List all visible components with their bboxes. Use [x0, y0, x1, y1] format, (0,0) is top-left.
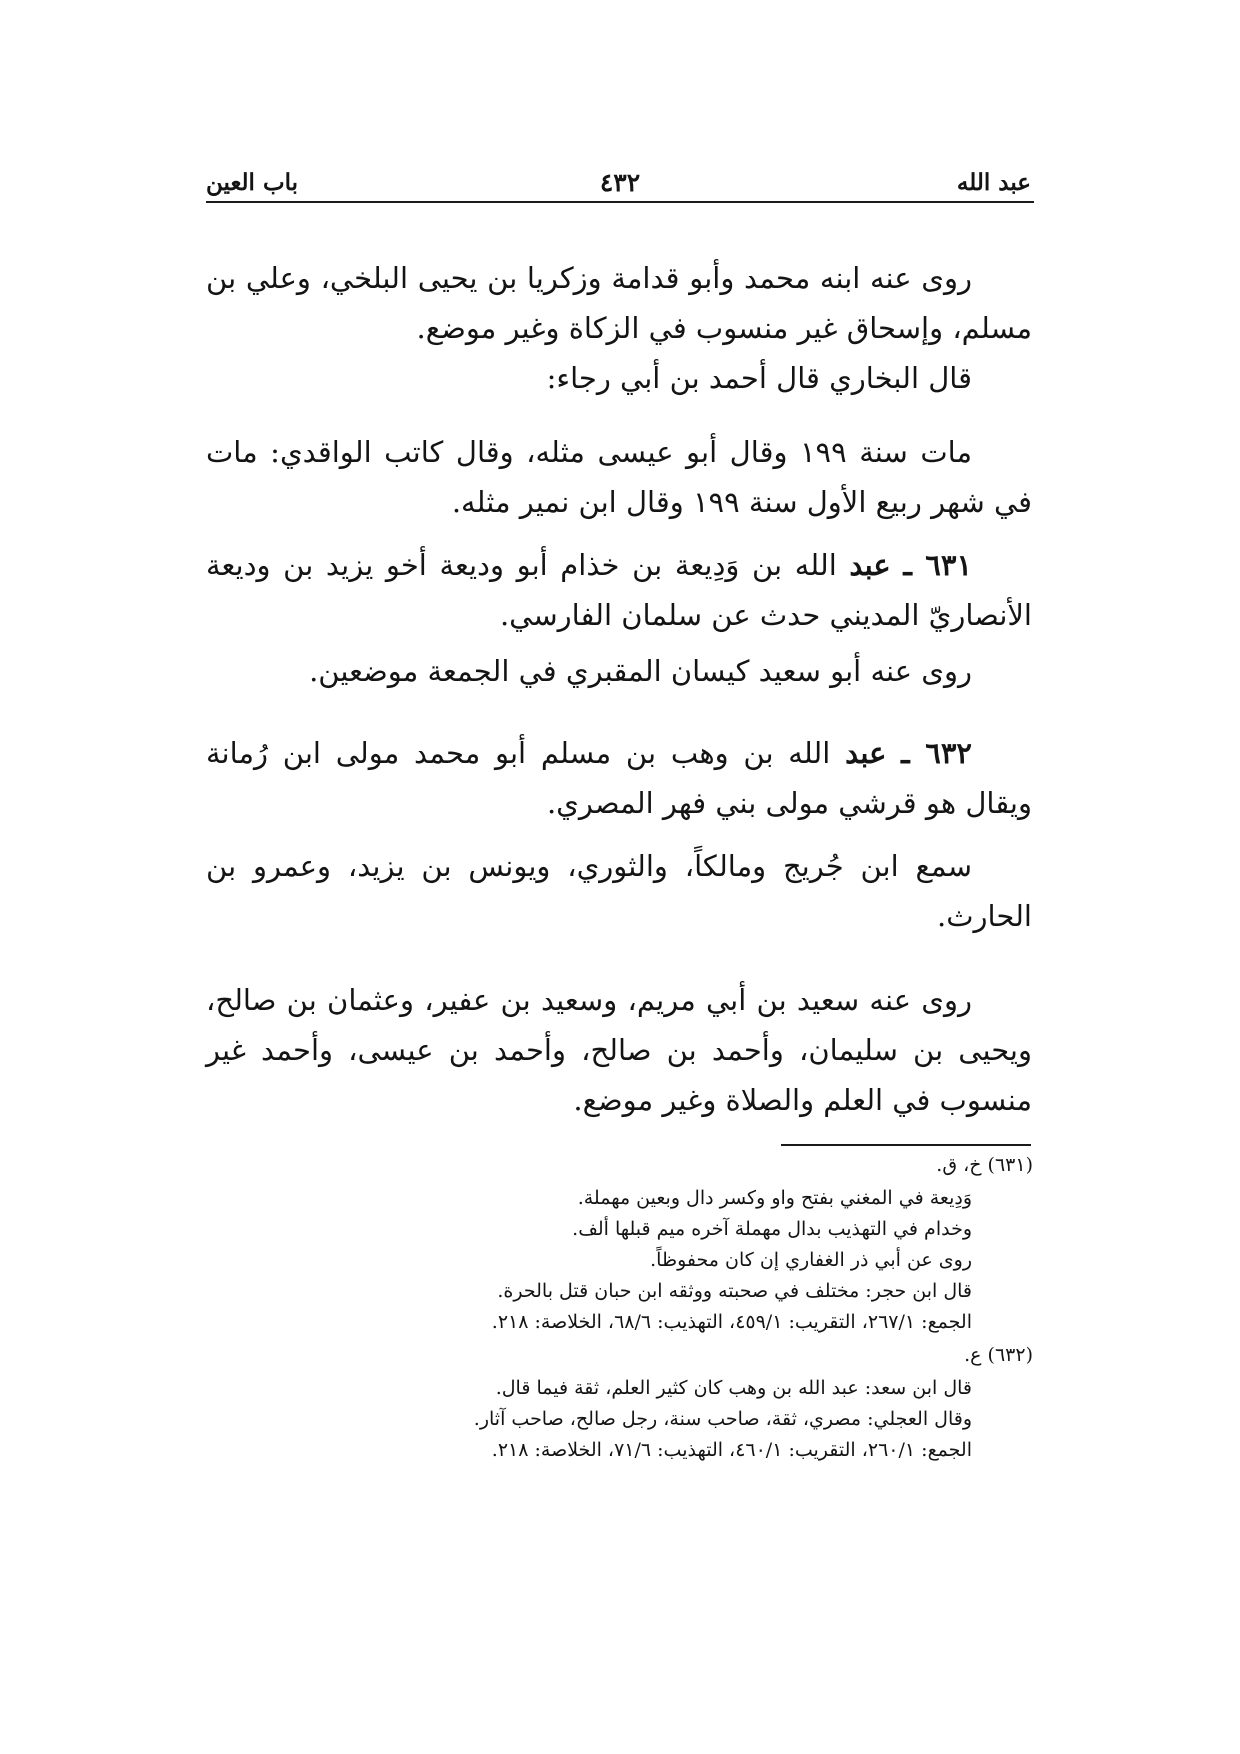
footnote-ref: (٦٣١) خ، ق.: [936, 1154, 1033, 1176]
footnote-line: الجمع: ٢٦٧/١، التقريب: ٤٥٩/١، التهذيب: ٦٨/٦، الخلاصة: ٢١٨.: [491, 1311, 972, 1333]
footnote-line: الجمع: ٢٦٠/١، التقريب: ٤٦٠/١، التهذيب: ٧١/٦، الخلاصة: ٢١٨.: [491, 1439, 972, 1461]
entry-number: ٦٣٢ ـ: [901, 736, 973, 770]
page-number: ٤٣٢: [599, 168, 641, 197]
footnote-ref: (٦٣٢) ع.: [964, 1344, 1033, 1366]
entry-text: الله بن وَدِيعة بن خذام أبو وديعة أخو يزيد بن وديعة الأنصاريّ المديني حدث عن سلمان الفارسي.: [206, 548, 1032, 632]
footnote-line: روى عن أبي ذر الغفاري إن كان محفوظاً.: [650, 1249, 972, 1271]
running-header-title: عبد الله: [956, 169, 1031, 196]
entry-632: [206, 728, 1032, 828]
paragraph: روى عنه أبو سعيد كيسان المقبري في الجمعة موضعين.: [309, 654, 972, 688]
footnote-line: قال ابن حجر: مختلف في صحبته ووثقه ابن حبان قتل بالحرة.: [497, 1280, 972, 1302]
entry-number: ٦٣١ ـ: [903, 548, 973, 582]
footnote-line: وَدِيعة في المغني بفتح واو وكسر دال وبعين مهملة.: [577, 1187, 972, 1209]
paragraph: سمع ابن جُريج ومالكاً، والثوري، ويونس بن يزيد، وعمرو بن الحارث.: [206, 849, 1032, 933]
footnote-line: وقال العجلي: مصري، ثقة، صاحب سنة، رجل صالح، صاحب آثار.: [473, 1408, 972, 1430]
footnote-line: وخدام في التهذيب بدال مهملة آخره ميم قبلها ألف.: [572, 1218, 972, 1240]
entry-name: عبد: [849, 548, 891, 582]
running-header-chapter: باب العين: [206, 169, 299, 196]
paragraph: مات سنة ١٩٩ وقال أبو عيسى مثله، وقال كاتب الواقدي: مات في شهر ربيع الأول سنة ١٩٩ وقال ابن نمير مثله.: [206, 435, 1032, 519]
entry-text: الله بن وهب بن مسلم أبو محمد مولى ابن رُمانة ويقال هو قرشي مولى بني فهر المصري.: [206, 736, 1032, 820]
paragraph: روى عنه ابنه محمد وأبو قدامة وزكريا بن يحيى البلخي، وعلي بن مسلم، وإسحاق غير منسوب في الزكاة وغير موضع.: [206, 261, 1032, 345]
footnote-line: قال ابن سعد: عبد الله بن وهب كان كثير العلم، ثقة فيما قال.: [495, 1377, 972, 1399]
paragraph: روى عنه سعيد بن أبي مريم، وسعيد بن عفير، وعثمان بن صالح، ويحيى بن سليمان، وأحمد بن صالح، وأحمد بن عيسى، وأحمد غير منسوب في العلم والصلاة وغير موضع.: [206, 983, 1032, 1117]
paragraph: قال البخاري قال أحمد بن أبي رجاء:: [546, 361, 972, 395]
footnote-separator: [781, 1144, 1031, 1146]
entry-631: [206, 540, 1032, 640]
entry-name: عبد: [845, 736, 887, 770]
header-rule: [206, 201, 1034, 203]
